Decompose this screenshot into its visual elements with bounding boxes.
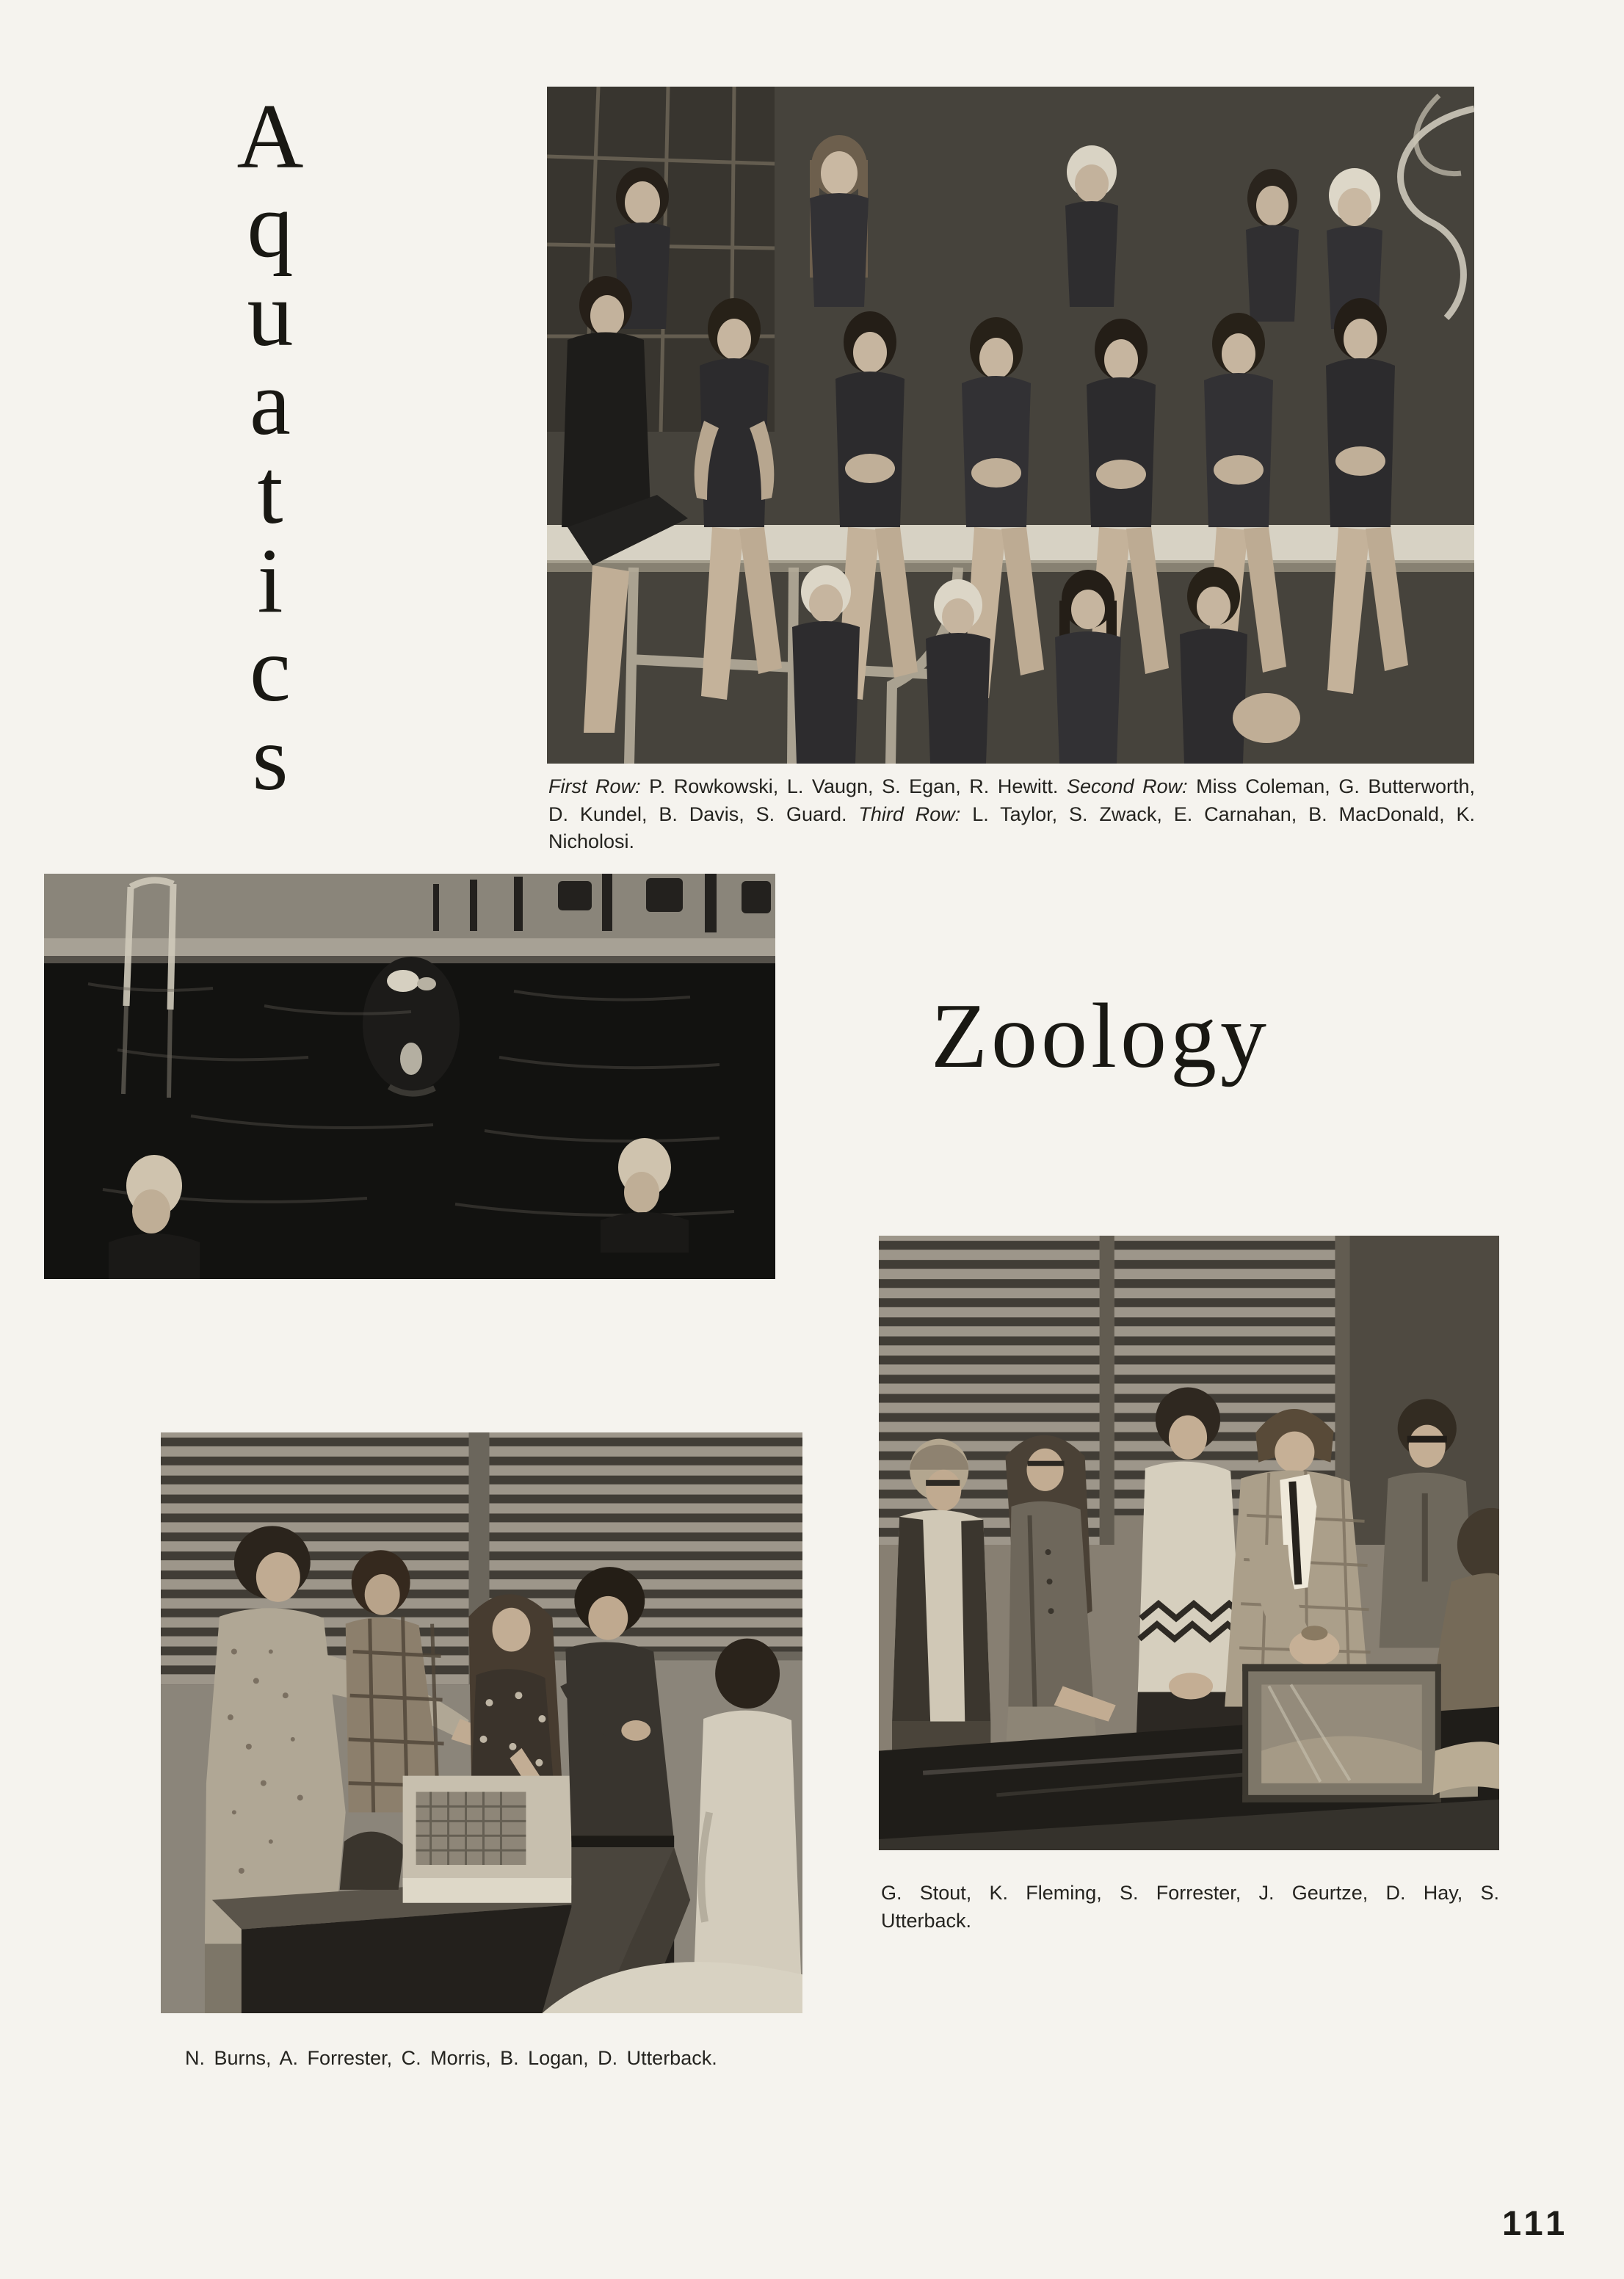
classroom-caption: N. Burns, A. Forrester, C. Morris, B. Logan, D. Utterback. — [185, 2047, 717, 2069]
swim-team-photo-image — [547, 87, 1474, 764]
caption-row-names: L. Taylor, S. Zwack, E. Carnahan, B. MacDonald, K. Nicholosi. — [548, 802, 1475, 852]
caption-row-names: P. Rowkowski, L. Vaugn, S. Egan, R. Hewitt. — [649, 775, 1059, 797]
aquatics-letter: c — [250, 619, 291, 721]
zoology-caption: G. Stout, K. Fleming, S. Forrester, J. Geurtze, D. Hay, S. Utterback. — [881, 1882, 1499, 1932]
aquatics-letter: q — [247, 175, 294, 277]
aquatics-letter: a — [250, 352, 291, 454]
aquatics-title — [213, 86, 327, 810]
classroom-photo — [161, 1432, 802, 2013]
caption-row-names: Miss Coleman, G. Butterworth, D. Kundel, B. Davis, S. Guard. — [548, 775, 1475, 825]
caption-row-label: Second Row: — [1066, 775, 1188, 797]
zoology-class-photo-image — [879, 1236, 1499, 1850]
pool-photo-image — [44, 874, 775, 1279]
aquatics-letter: A — [236, 86, 304, 188]
aquatics-letter: t — [257, 441, 283, 543]
zoology-title: Zoology — [931, 985, 1270, 1087]
pool-photo — [44, 874, 775, 1279]
aquatics-letter: u — [247, 264, 294, 366]
caption-row-label: First Row: — [548, 775, 641, 797]
zoology-class-photo — [879, 1236, 1499, 1850]
page-number: 111 — [1502, 2203, 1570, 2242]
classroom-photo-image — [161, 1432, 802, 2013]
swim-team-caption — [548, 773, 1475, 856]
caption-row-label: Third Row: — [858, 802, 961, 825]
aquatics-letter: s — [252, 708, 289, 810]
aquatics-letter: i — [257, 530, 283, 632]
swim-team-photo — [547, 87, 1474, 764]
